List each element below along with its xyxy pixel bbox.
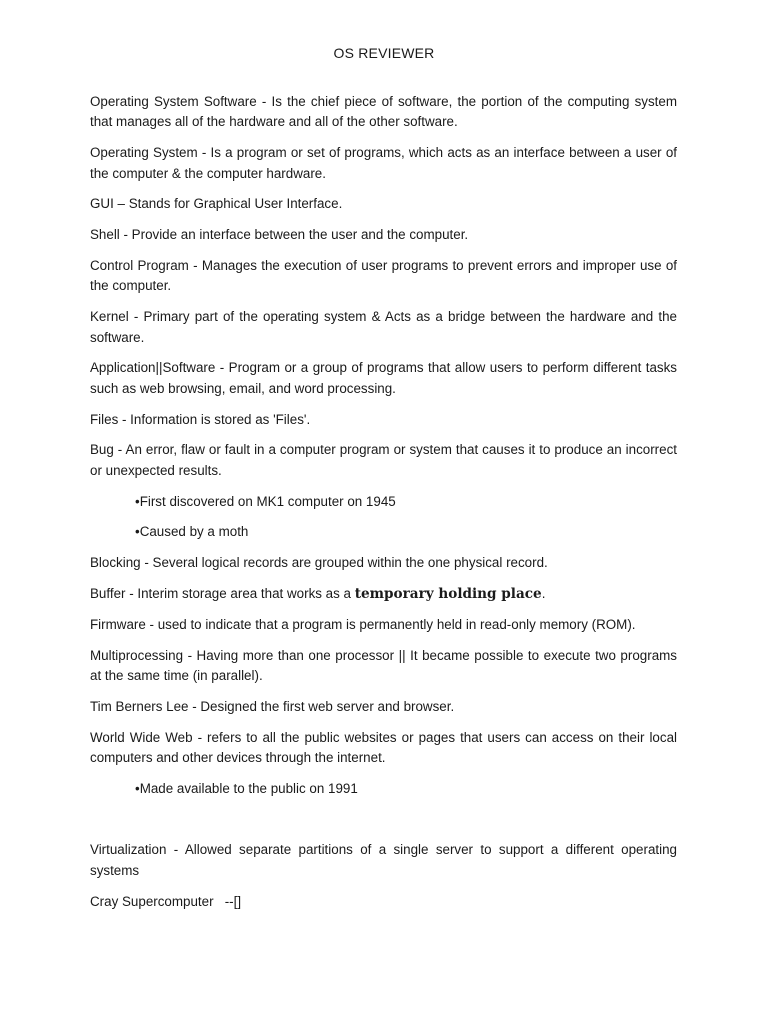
definition-world-wide-web: World Wide Web - refers to all the public websites or pages that users can access on their local computers and other devices through the internet. bbox=[90, 729, 677, 765]
buffer-text-after: . bbox=[541, 586, 546, 601]
bullet-item: •Made available to the public on 1991 bbox=[135, 780, 358, 796]
definition-kernel: Kernel - Primary part of the operating system & Acts as a bridge between the hardware and the software. bbox=[90, 309, 677, 345]
definition-application-software: Application||Software - Program or a group of programs that allow users to perform different tasks such as web browsing, email, and word processing. bbox=[90, 360, 677, 396]
bullet-item: •Caused by a moth bbox=[135, 524, 249, 540]
definition-shell: Shell - Provide an interface between the user and the computer. bbox=[90, 227, 469, 243]
blank-line bbox=[90, 810, 677, 841]
definition-operating-system: Operating System - Is a program or set of programs, which acts as an interface between a user of the computer & the computer hardware. bbox=[90, 145, 677, 181]
document-body bbox=[90, 92, 677, 922]
definition-buffer bbox=[90, 584, 677, 604]
bullet-item: •First discovered on MK1 computer on 1945 bbox=[135, 493, 396, 509]
definition-blocking: Blocking - Several logical records are grouped within the one physical record. bbox=[90, 555, 548, 571]
definition-files: Files - Information is stored as 'Files'. bbox=[90, 411, 311, 427]
definition-virtualization: Virtualization - Allowed separate partitions of a single server to support a different operating systems bbox=[90, 842, 677, 878]
definition-operating-system-software: Operating System Software - Is the chief piece of software, the portion of the computing system that manages all of the hardware and all of the other software. bbox=[90, 94, 677, 130]
definition-gui: GUI – Stands for Graphical User Interface. bbox=[90, 196, 343, 212]
definition-control-program: Control Program - Manages the execution of user programs to prevent errors and improper use of the computer. bbox=[90, 258, 677, 294]
definition-bug: Bug - An error, flaw or fault in a computer program or system that causes it to produce an incorrect or unexpected results. bbox=[90, 442, 677, 478]
buffer-emphasis: temporary holding place bbox=[354, 586, 542, 602]
definition-multiprocessing: Multiprocessing - Having more than one processor || It became possible to execute two programs at the same time (in parallel). bbox=[90, 647, 677, 683]
definition-tim-berners-lee: Tim Berners Lee - Designed the first web server and browser. bbox=[90, 698, 455, 714]
buffer-text-before: Buffer - Interim storage area that works as a bbox=[90, 586, 355, 601]
definition-firmware: Firmware - used to indicate that a program is permanently held in read-only memory (ROM). bbox=[90, 616, 636, 632]
definition-cray-supercomputer: Cray Supercomputer --[] bbox=[90, 893, 242, 909]
document-title: OS REVIEWER bbox=[333, 45, 435, 61]
